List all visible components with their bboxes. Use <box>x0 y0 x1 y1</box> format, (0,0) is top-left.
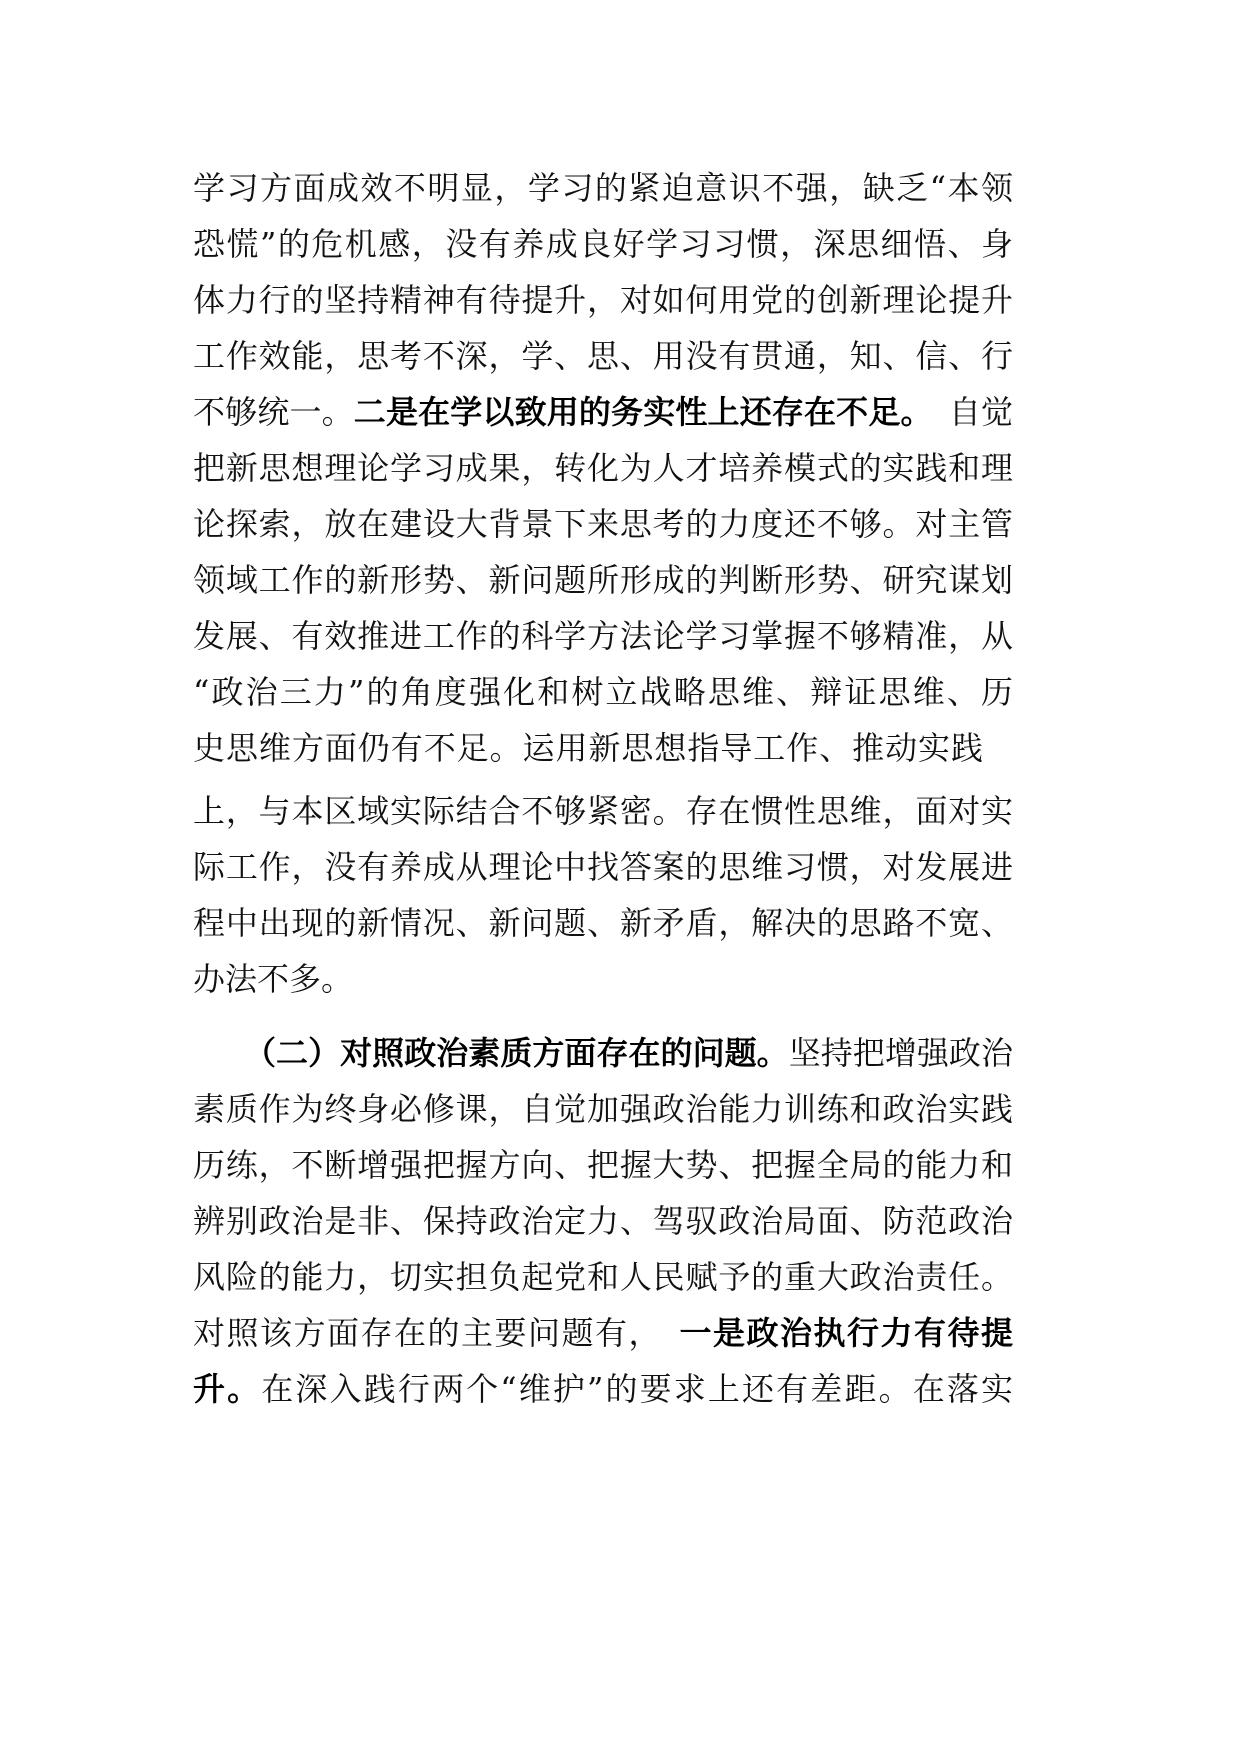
text-line: 学习方面成效不明显，学习的紧迫意识不强，缺乏“本领 <box>193 169 1013 207</box>
text-line: 论探索，放在建设大背景下来思考的力度还不够。对主管 <box>193 505 1013 543</box>
section-heading: （二）对照政治素质方面存在的问题。 <box>244 1034 789 1072</box>
bold-heading-1: 一是政治执行力有待提 <box>679 1314 1013 1352</box>
bold-heading-2: 二是在学以致用的务实性上还存在不足。 <box>353 393 917 431</box>
section-heading-line: （二）对照政治素质方面存在的问题。坚持把增强政治 <box>244 1034 1013 1072</box>
text-line: 素质作为终身必修课，自觉加强政治能力训练和政治实践 <box>193 1090 1013 1128</box>
text-line: 程中出现的新情况、新问题、新矛盾，解决的思路不宽、 <box>193 904 1013 942</box>
text-line: “政治三力”的角度强化和树立战略思维、辩证思维、历 <box>193 673 1013 711</box>
text-line: 际工作，没有养成从理论中找答案的思维习惯，对发展进 <box>193 848 1013 886</box>
text-line: 工作效能，思考不深，学、思、用没有贯通，知、信、行 <box>193 337 1013 375</box>
text-line: 领域工作的新形势、新问题所形成的判断形势、研究谋划 <box>193 561 1013 599</box>
text-line: 上，与本区域实际结合不够紧密。存在惯性思维，面对实 <box>193 792 1013 830</box>
text-line: 升。在深入践行两个“维护”的要求上还有差距。在落实 <box>193 1370 1013 1408</box>
text-line: 不够统一。二是在学以致用的务实性上还存在不足。 自觉 <box>193 393 1013 431</box>
text-line: 体力行的坚持精神有待提升，对如何用党的创新理论提升 <box>193 281 1013 319</box>
text-line: 历练，不断增强把握方向、把握大势、把握全局的能力和 <box>193 1146 1013 1184</box>
text-line: 把新思想理论学习成果，转化为人才培养模式的实践和理 <box>193 449 1013 487</box>
text-line: 办法不多。 <box>193 960 354 998</box>
text-line: 对照该方面存在的主要问题有， 一是政治执行力有待提 <box>193 1314 1013 1352</box>
text-line: 辨别政治是非、保持政治定力、驾驭政治局面、防范政治 <box>193 1202 1013 1240</box>
text-line: 恐慌”的危机感，没有养成良好学习习惯，深思细悟、身 <box>193 225 1013 263</box>
text-line: 史思维方面仍有不足。运用新思想指导工作、推动实践 <box>193 729 983 767</box>
text-line: 风险的能力，切实担负起党和人民赋予的重大政治责任。 <box>193 1258 1013 1296</box>
text-line: 发展、有效推进工作的科学方法论学习掌握不够精准，从 <box>193 617 1013 655</box>
